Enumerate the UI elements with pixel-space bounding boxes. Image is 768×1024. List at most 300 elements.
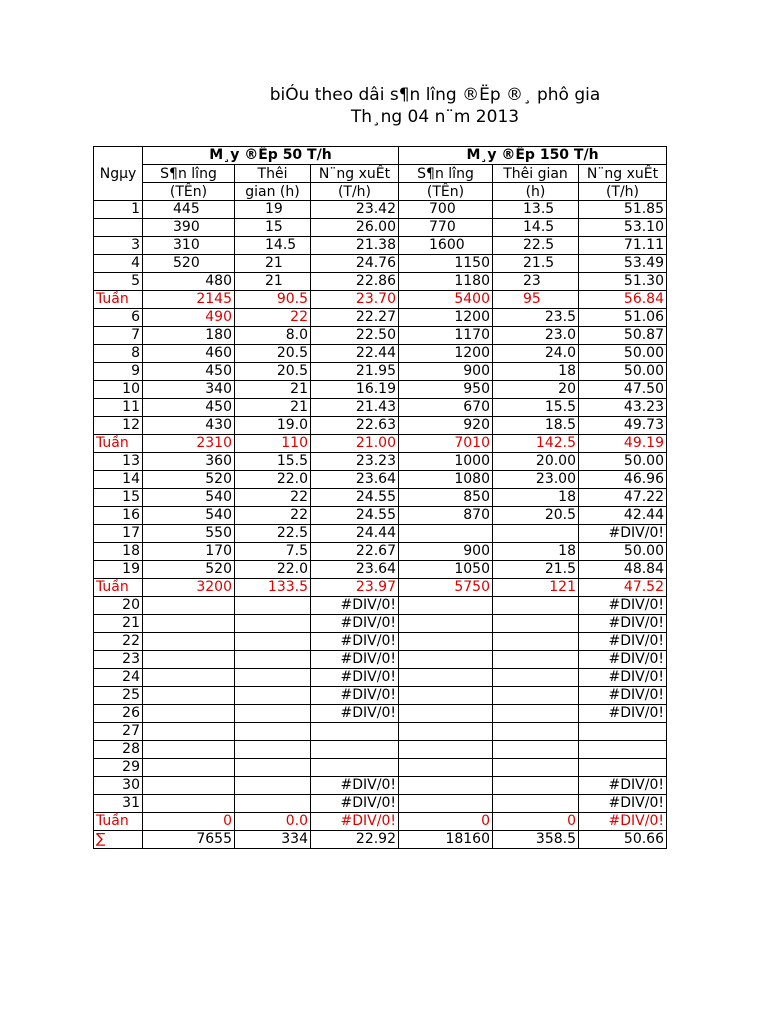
- cell-b2: 15.5: [493, 399, 579, 417]
- table-row: [94, 525, 667, 543]
- cell-a3: 24.55: [311, 489, 399, 507]
- cell-day: 25: [94, 687, 143, 705]
- cell-b3: 51.85: [579, 201, 667, 219]
- cell-b2: 20: [493, 381, 579, 399]
- cell-a3: #DIV/0!: [311, 777, 399, 795]
- table-row: [94, 453, 667, 471]
- cell-a2: [235, 723, 311, 741]
- cell-a1: 340: [143, 381, 235, 399]
- cell-b1: 900: [399, 363, 493, 381]
- table-row: [94, 309, 667, 327]
- cell-a1: 540: [143, 507, 235, 525]
- cell-b1: [399, 795, 493, 813]
- cell-day: 8: [94, 345, 143, 363]
- cell-a2: 21: [235, 255, 311, 273]
- cell-a1: 490: [143, 309, 235, 327]
- cell-a1: [143, 723, 235, 741]
- cell-a1: 430: [143, 417, 235, 435]
- cell-day: 29: [94, 759, 143, 777]
- cell-a2: [235, 759, 311, 777]
- cell-b1: 1150: [399, 255, 493, 273]
- cell-day: 27: [94, 723, 143, 741]
- week-total-row: [94, 291, 667, 309]
- cell-b2: 23.0: [493, 327, 579, 345]
- table-row: [94, 651, 667, 669]
- header-nang-xuat-a: N¨ng xuÊt: [311, 165, 399, 183]
- cell-b1: 18160: [399, 831, 493, 849]
- cell-day: 22: [94, 633, 143, 651]
- cell-a1: [143, 597, 235, 615]
- week-total-row: [94, 435, 667, 453]
- cell-a3: 21.38: [311, 237, 399, 255]
- cell-day: 11: [94, 399, 143, 417]
- cell-b2: 21.5: [493, 561, 579, 579]
- cell-a2: 90.5: [235, 291, 311, 309]
- cell-b3: #DIV/0!: [579, 525, 667, 543]
- table-row: [94, 201, 667, 219]
- header-san-luong-a: S¶n lîng: [143, 165, 235, 183]
- cell-a3: 23.23: [311, 453, 399, 471]
- cell-b3: 46.96: [579, 471, 667, 489]
- cell-b1: 1080: [399, 471, 493, 489]
- header-thoi-gian-a-unit: gian (h): [235, 183, 311, 201]
- cell-a2: 22.0: [235, 471, 311, 489]
- cell-a2: [235, 669, 311, 687]
- cell-a2: 20.5: [235, 345, 311, 363]
- cell-day: 26: [94, 705, 143, 723]
- cell-a1: 310: [143, 237, 235, 255]
- table-row: [94, 507, 667, 525]
- cell-b1: [399, 597, 493, 615]
- cell-a2: [235, 615, 311, 633]
- cell-a2: 20.5: [235, 363, 311, 381]
- table-row: [94, 597, 667, 615]
- cell-a3: [311, 759, 399, 777]
- cell-day: 30: [94, 777, 143, 795]
- cell-a1: [143, 633, 235, 651]
- cell-a3: 22.67: [311, 543, 399, 561]
- table-row: [94, 669, 667, 687]
- cell-a3: 24.76: [311, 255, 399, 273]
- cell-b2: [493, 795, 579, 813]
- cell-a3: #DIV/0!: [311, 651, 399, 669]
- cell-day: 20: [94, 597, 143, 615]
- report-subtitle: Th¸ng 04 n¨m 2013: [350, 107, 520, 127]
- cell-b3: 49.19: [579, 435, 667, 453]
- cell-b1: [399, 525, 493, 543]
- cell-day: 4: [94, 255, 143, 273]
- header-thoi-gian-b-unit: (h): [493, 183, 579, 201]
- cell-day: 13: [94, 453, 143, 471]
- cell-a2: 15.5: [235, 453, 311, 471]
- cell-b2: 22.5: [493, 237, 579, 255]
- table-row: [94, 471, 667, 489]
- cell-b1: 1600: [399, 237, 493, 255]
- cell-b2: [493, 633, 579, 651]
- cell-a2: 21: [235, 381, 311, 399]
- cell-b2: [493, 525, 579, 543]
- cell-a3: #DIV/0!: [311, 795, 399, 813]
- cell-b1: 850: [399, 489, 493, 507]
- cell-b1: 1000: [399, 453, 493, 471]
- cell-a1: 2145: [143, 291, 235, 309]
- cell-b1: [399, 615, 493, 633]
- cell-day: 31: [94, 795, 143, 813]
- cell-b2: [493, 669, 579, 687]
- cell-b1: [399, 705, 493, 723]
- cell-a3: 23.97: [311, 579, 399, 597]
- cell-b2: 358.5: [493, 831, 579, 849]
- cell-b1: 700: [399, 201, 493, 219]
- cell-day: 23: [94, 651, 143, 669]
- cell-b1: 5400: [399, 291, 493, 309]
- cell-b3: 50.66: [579, 831, 667, 849]
- cell-b3: 51.30: [579, 273, 667, 291]
- header-san-luong-b: S¶n lîng: [399, 165, 493, 183]
- cell-a1: 445: [143, 201, 235, 219]
- cell-b2: 18.5: [493, 417, 579, 435]
- cell-b3: 53.10: [579, 219, 667, 237]
- cell-a2: [235, 741, 311, 759]
- table-row: [94, 795, 667, 813]
- cell-a2: 22.0: [235, 561, 311, 579]
- cell-a2: 22: [235, 309, 311, 327]
- cell-b3: [579, 741, 667, 759]
- cell-b2: [493, 705, 579, 723]
- cell-a3: #DIV/0!: [311, 597, 399, 615]
- cell-a1: [143, 777, 235, 795]
- cell-day: ∑: [94, 831, 143, 849]
- header-nang-xuat-b-unit: (T/h): [579, 183, 667, 201]
- week-total-row: [94, 579, 667, 597]
- table-row: [94, 417, 667, 435]
- table-row: [94, 723, 667, 741]
- cell-a3: #DIV/0!: [311, 633, 399, 651]
- cell-a2: 14.5: [235, 237, 311, 255]
- cell-b2: 0: [493, 813, 579, 831]
- cell-a1: [143, 759, 235, 777]
- table-row: [94, 561, 667, 579]
- cell-a3: #DIV/0!: [311, 615, 399, 633]
- cell-a3: #DIV/0!: [311, 669, 399, 687]
- cell-b1: 1050: [399, 561, 493, 579]
- cell-day: 17: [94, 525, 143, 543]
- cell-day: Tuần: [94, 813, 143, 831]
- cell-a3: 21.00: [311, 435, 399, 453]
- cell-a3: [311, 741, 399, 759]
- cell-day: 15: [94, 489, 143, 507]
- cell-b2: 20.00: [493, 453, 579, 471]
- cell-b3: 43.23: [579, 399, 667, 417]
- header-san-luong-a-unit: (TÊn): [143, 183, 235, 201]
- cell-b2: 18: [493, 489, 579, 507]
- cell-b2: 18: [493, 363, 579, 381]
- cell-day: Tuần: [94, 291, 143, 309]
- cell-day: 24: [94, 669, 143, 687]
- cell-b2: 24.0: [493, 345, 579, 363]
- cell-a2: 8.0: [235, 327, 311, 345]
- report-title: biÓu theo dâi s¶n lîng ®Ëp ®¸ phô gia: [269, 85, 601, 105]
- cell-b3: 47.52: [579, 579, 667, 597]
- header-thoi-gian-b: Thêi gian: [493, 165, 579, 183]
- cell-a1: 7655: [143, 831, 235, 849]
- cell-b2: [493, 651, 579, 669]
- cell-b3: #DIV/0!: [579, 795, 667, 813]
- cell-b2: [493, 759, 579, 777]
- cell-b1: 7010: [399, 435, 493, 453]
- cell-b3: #DIV/0!: [579, 777, 667, 795]
- cell-b2: 18: [493, 543, 579, 561]
- cell-day: 21: [94, 615, 143, 633]
- cell-b3: 51.06: [579, 309, 667, 327]
- cell-a2: 22.5: [235, 525, 311, 543]
- cell-a1: 450: [143, 399, 235, 417]
- cell-b1: 920: [399, 417, 493, 435]
- cell-day: 14: [94, 471, 143, 489]
- cell-b3: 50.00: [579, 345, 667, 363]
- cell-a1: [143, 651, 235, 669]
- table-row: [94, 399, 667, 417]
- cell-b1: 0: [399, 813, 493, 831]
- cell-b2: 23: [493, 273, 579, 291]
- table-row: [94, 345, 667, 363]
- cell-day: 6: [94, 309, 143, 327]
- table-row: [94, 615, 667, 633]
- cell-a1: 0: [143, 813, 235, 831]
- cell-b2: [493, 741, 579, 759]
- cell-b3: #DIV/0!: [579, 813, 667, 831]
- cell-b2: 23.5: [493, 309, 579, 327]
- table-row: [94, 237, 667, 255]
- cell-b3: 50.87: [579, 327, 667, 345]
- cell-b3: 47.50: [579, 381, 667, 399]
- cell-day: 1: [94, 201, 143, 219]
- cell-b3: #DIV/0!: [579, 687, 667, 705]
- cell-a3: 22.27: [311, 309, 399, 327]
- cell-b3: #DIV/0!: [579, 633, 667, 651]
- table-row: [94, 633, 667, 651]
- cell-a3: 22.50: [311, 327, 399, 345]
- cell-day: 19: [94, 561, 143, 579]
- header-machine-150: M¸y ®Ëp 150 T/h: [399, 147, 667, 165]
- cell-b3: #DIV/0!: [579, 615, 667, 633]
- cell-a3: #DIV/0!: [311, 813, 399, 831]
- cell-a2: 110: [235, 435, 311, 453]
- cell-b3: [579, 723, 667, 741]
- cell-a1: [143, 705, 235, 723]
- cell-a1: [143, 741, 235, 759]
- cell-a3: [311, 723, 399, 741]
- header-thoi-gian-a: Thêi: [235, 165, 311, 183]
- cell-b3: 49.73: [579, 417, 667, 435]
- cell-b1: 770: [399, 219, 493, 237]
- cell-b2: 23.00: [493, 471, 579, 489]
- cell-day: 28: [94, 741, 143, 759]
- cell-b3: #DIV/0!: [579, 651, 667, 669]
- cell-b3: #DIV/0!: [579, 669, 667, 687]
- cell-a2: [235, 597, 311, 615]
- header-machine-50: M¸y ®Ëp 50 T/h: [143, 147, 399, 165]
- cell-day: 10: [94, 381, 143, 399]
- cell-a1: 520: [143, 561, 235, 579]
- cell-b1: 670: [399, 399, 493, 417]
- cell-a3: 24.44: [311, 525, 399, 543]
- cell-b2: [493, 687, 579, 705]
- cell-day: 7: [94, 327, 143, 345]
- cell-a1: 460: [143, 345, 235, 363]
- table-row: [94, 255, 667, 273]
- cell-a3: 26.00: [311, 219, 399, 237]
- cell-b1: 5750: [399, 579, 493, 597]
- header-ngay: Ngµy: [94, 147, 143, 201]
- cell-a1: 2310: [143, 435, 235, 453]
- cell-b1: 1200: [399, 345, 493, 363]
- cell-day: 12: [94, 417, 143, 435]
- grand-total-row: [94, 831, 667, 849]
- cell-a1: 180: [143, 327, 235, 345]
- cell-b1: [399, 777, 493, 795]
- table-row: [94, 741, 667, 759]
- table-row: [94, 327, 667, 345]
- table-row: [94, 489, 667, 507]
- cell-a2: 334: [235, 831, 311, 849]
- table-row: [94, 219, 667, 237]
- cell-a3: 16.19: [311, 381, 399, 399]
- table-row: [94, 363, 667, 381]
- cell-b1: 950: [399, 381, 493, 399]
- cell-a3: 23.42: [311, 201, 399, 219]
- header-nang-xuat-b: N¨ng xuÊt: [579, 165, 667, 183]
- cell-a1: 480: [143, 273, 235, 291]
- cell-b3: #DIV/0!: [579, 705, 667, 723]
- cell-a2: [235, 795, 311, 813]
- table-row: [94, 543, 667, 561]
- cell-b1: [399, 669, 493, 687]
- cell-b1: 1170: [399, 327, 493, 345]
- cell-day: [94, 219, 143, 237]
- cell-b3: 50.00: [579, 543, 667, 561]
- cell-a2: [235, 705, 311, 723]
- cell-b1: [399, 741, 493, 759]
- cell-b2: 14.5: [493, 219, 579, 237]
- table-row: [94, 687, 667, 705]
- cell-b3: 50.00: [579, 453, 667, 471]
- table-row: [94, 705, 667, 723]
- cell-b1: [399, 651, 493, 669]
- cell-b2: [493, 777, 579, 795]
- cell-b3: 56.84: [579, 291, 667, 309]
- cell-a1: 3200: [143, 579, 235, 597]
- cell-b2: 21.5: [493, 255, 579, 273]
- cell-b3: 47.22: [579, 489, 667, 507]
- table-row: [94, 759, 667, 777]
- cell-a2: [235, 777, 311, 795]
- cell-a3: 22.86: [311, 273, 399, 291]
- cell-b1: [399, 723, 493, 741]
- cell-day: 5: [94, 273, 143, 291]
- cell-a1: 520: [143, 255, 235, 273]
- cell-b1: 900: [399, 543, 493, 561]
- cell-day: 18: [94, 543, 143, 561]
- cell-a1: [143, 795, 235, 813]
- cell-a3: 21.95: [311, 363, 399, 381]
- cell-a3: 21.43: [311, 399, 399, 417]
- cell-a3: 24.55: [311, 507, 399, 525]
- cell-b2: 121: [493, 579, 579, 597]
- table-row: [94, 273, 667, 291]
- cell-b2: [493, 723, 579, 741]
- cell-day: Tuần: [94, 579, 143, 597]
- cell-a1: 170: [143, 543, 235, 561]
- cell-b2: [493, 597, 579, 615]
- cell-a2: 22: [235, 489, 311, 507]
- cell-a1: [143, 615, 235, 633]
- cell-b3: 50.00: [579, 363, 667, 381]
- cell-a1: 540: [143, 489, 235, 507]
- cell-b3: #DIV/0!: [579, 597, 667, 615]
- cell-b2: 95: [493, 291, 579, 309]
- cell-day: Tuần: [94, 435, 143, 453]
- cell-a2: 21: [235, 273, 311, 291]
- cell-b3: 42.44: [579, 507, 667, 525]
- cell-a2: 0.0: [235, 813, 311, 831]
- cell-a3: 23.70: [311, 291, 399, 309]
- cell-a1: 360: [143, 453, 235, 471]
- cell-a1: [143, 687, 235, 705]
- table-row: [94, 381, 667, 399]
- cell-b3: 71.11: [579, 237, 667, 255]
- cell-a2: 15: [235, 219, 311, 237]
- cell-b3: [579, 759, 667, 777]
- table-row: [94, 777, 667, 795]
- cell-b1: [399, 759, 493, 777]
- cell-a3: 23.64: [311, 561, 399, 579]
- cell-a2: 133.5: [235, 579, 311, 597]
- cell-a1: 520: [143, 471, 235, 489]
- cell-b2: [493, 615, 579, 633]
- cell-a2: [235, 633, 311, 651]
- cell-b1: 1200: [399, 309, 493, 327]
- header-nang-xuat-a-unit: (T/h): [311, 183, 399, 201]
- cell-b2: 20.5: [493, 507, 579, 525]
- cell-day: 9: [94, 363, 143, 381]
- cell-b1: [399, 687, 493, 705]
- cell-b1: 870: [399, 507, 493, 525]
- cell-a2: 21: [235, 399, 311, 417]
- cell-a1: 550: [143, 525, 235, 543]
- cell-day: 3: [94, 237, 143, 255]
- cell-a3: #DIV/0!: [311, 705, 399, 723]
- cell-a1: 450: [143, 363, 235, 381]
- cell-a2: 7.5: [235, 543, 311, 561]
- cell-b1: [399, 633, 493, 651]
- cell-a2: [235, 687, 311, 705]
- cell-a3: #DIV/0!: [311, 687, 399, 705]
- cell-a1: [143, 669, 235, 687]
- header-san-luong-b-unit: (TÊn): [399, 183, 493, 201]
- cell-b2: 13.5: [493, 201, 579, 219]
- cell-a2: [235, 651, 311, 669]
- cell-b3: 48.84: [579, 561, 667, 579]
- cell-a3: 22.92: [311, 831, 399, 849]
- cell-a2: 19: [235, 201, 311, 219]
- cell-a3: 22.63: [311, 417, 399, 435]
- cell-a3: 22.44: [311, 345, 399, 363]
- cell-b3: 53.49: [579, 255, 667, 273]
- week-total-row: [94, 813, 667, 831]
- cell-b1: 1180: [399, 273, 493, 291]
- production-table: [93, 146, 667, 849]
